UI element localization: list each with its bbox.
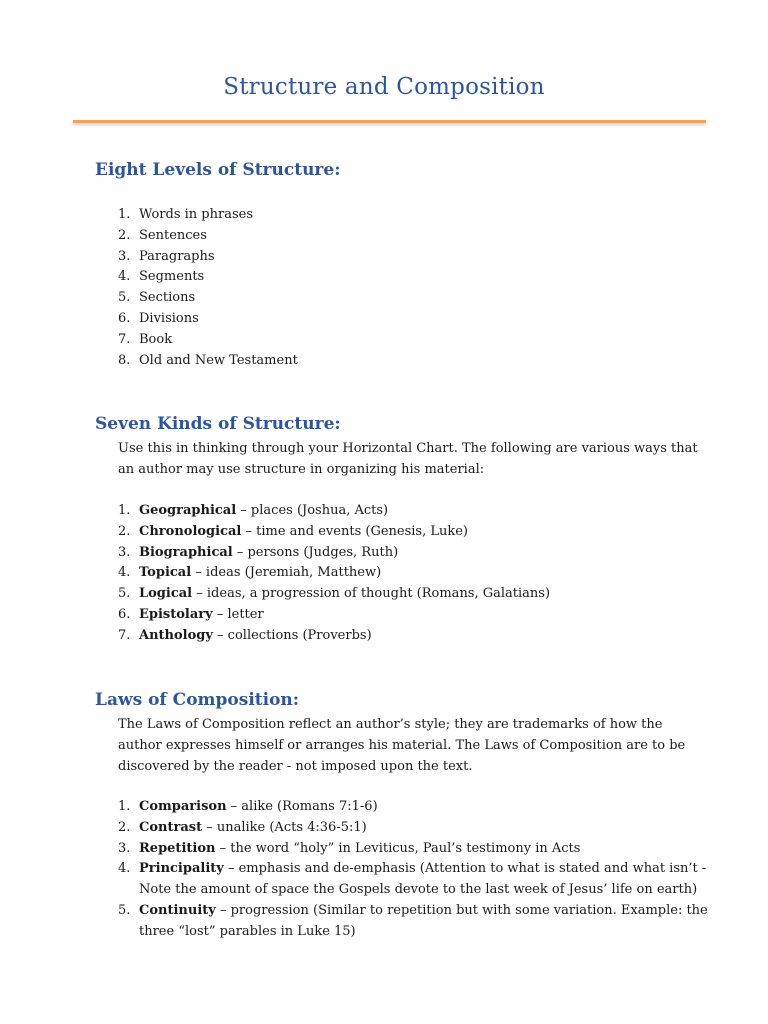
list-item (118, 901, 708, 943)
item-term: Repetition (139, 840, 216, 856)
list-item (118, 226, 708, 247)
item-number: 5. (118, 902, 131, 918)
item-number: 4. (118, 269, 131, 285)
item-term: Comparison (139, 799, 227, 814)
item-term: Principality (139, 861, 224, 877)
item-text: Sections (139, 290, 196, 306)
item-number: 7. (118, 627, 131, 643)
list-item (118, 267, 708, 288)
item-term: Biographical (139, 544, 233, 560)
item-desc: – persons (Judges, Ruth) (232, 544, 399, 560)
item-desc: – unalike (Acts 4:36-5:1) (202, 819, 367, 835)
item-desc: – letter (212, 606, 264, 622)
item-desc: – progression (Similar to repetition but with some variation. Example: the three “lost” parables in Luke 15) (139, 902, 708, 939)
list-item (118, 626, 708, 647)
item-number: 2. (118, 523, 131, 539)
item-number: 6. (118, 606, 131, 622)
list-item (118, 351, 708, 372)
page-title: Structure and Composition (223, 74, 545, 100)
item-text (139, 839, 708, 860)
item-desc: – alike (Romans 7:1-6) (226, 799, 378, 814)
item-number: 5. (118, 586, 131, 602)
item-number: 4. (118, 565, 131, 581)
item-term: Epistolary (139, 606, 213, 622)
laws-list (118, 797, 708, 943)
item-term: Logical (139, 586, 193, 602)
item-text: Paragraphs (139, 248, 215, 264)
section-heading-levels: Eight Levels of Structure: (95, 160, 341, 180)
item-desc: – collections (Proverbs) (212, 627, 372, 643)
item-number: 5. (118, 290, 131, 306)
item-text (139, 501, 708, 522)
laws-intro: The Laws of Composition reflect an author’s style; they are trademarks of how the author expresses himself or arranges his material. The Laws of Composition are to be discovered by the reader - not imposed upon the text. (118, 717, 686, 774)
item-desc: – ideas, a progression of thought (Romans, Galatians) (192, 586, 551, 602)
item-text (139, 626, 708, 647)
item-term: Continuity (139, 902, 216, 918)
item-text (139, 522, 708, 543)
list-item (118, 522, 708, 543)
item-text: Segments (139, 269, 205, 285)
item-term: Chronological (139, 523, 242, 539)
item-number: 2. (118, 819, 131, 835)
list-item (118, 797, 708, 818)
item-number: 3. (118, 248, 131, 264)
item-number: 3. (118, 840, 131, 856)
item-number: 1. (118, 799, 131, 814)
list-item (118, 247, 708, 268)
item-number: 8. (118, 352, 131, 368)
list-item (118, 205, 708, 226)
list-item (118, 839, 708, 860)
item-text: Book (139, 331, 173, 347)
item-term: Contrast (139, 819, 203, 835)
item-desc: – emphasis and de-emphasis (Attention to what is stated and what isn’t - Note the amount of space the Gospels devote to the last week of Jesus’ life on earth) (139, 861, 707, 898)
item-text (139, 605, 708, 626)
list-item (118, 501, 708, 522)
item-text: Old and New Testament (139, 352, 298, 368)
item-number: 2. (118, 227, 131, 243)
item-text (139, 584, 708, 605)
section-heading-laws: Laws of Composition: (95, 690, 300, 710)
item-term: Topical (139, 565, 192, 581)
list-item (118, 584, 708, 605)
item-number: 6. (118, 310, 131, 326)
list-item (118, 605, 708, 626)
item-text: Divisions (139, 310, 199, 326)
list-item (118, 543, 708, 564)
item-term: Geographical (139, 503, 237, 518)
item-text (139, 543, 708, 564)
list-item (118, 330, 708, 351)
list-item (118, 309, 708, 330)
title-divider (73, 120, 706, 123)
levels-list (118, 205, 708, 371)
item-text: Sentences (139, 227, 207, 243)
item-text (139, 901, 708, 943)
item-desc: – ideas (Jeremiah, Matthew) (191, 565, 382, 581)
item-text (139, 859, 708, 901)
section-heading-kinds: Seven Kinds of Structure: (95, 414, 341, 434)
item-number: 4. (118, 861, 131, 877)
item-number: 3. (118, 544, 131, 560)
item-term: Anthology (139, 627, 213, 643)
item-number: 7. (118, 331, 131, 347)
kinds-list (118, 501, 708, 647)
list-item (118, 859, 708, 901)
item-text (139, 797, 708, 818)
list-item (118, 818, 708, 839)
item-text (139, 818, 708, 839)
list-item (118, 563, 708, 584)
item-number: 1. (118, 207, 131, 222)
item-desc: – time and events (Genesis, Luke) (241, 523, 468, 539)
list-item (118, 288, 708, 309)
item-desc: – the word “holy” in Leviticus, Paul’s testimony in Acts (215, 840, 581, 856)
kinds-intro: Use this in thinking through your Horizontal Chart. The following are various ways that an author may use structure in organizing his material: (118, 441, 698, 477)
item-desc: – places (Joshua, Acts) (236, 503, 389, 518)
item-text: Words in phrases (139, 207, 254, 222)
item-text (139, 563, 708, 584)
item-number: 1. (118, 503, 131, 518)
